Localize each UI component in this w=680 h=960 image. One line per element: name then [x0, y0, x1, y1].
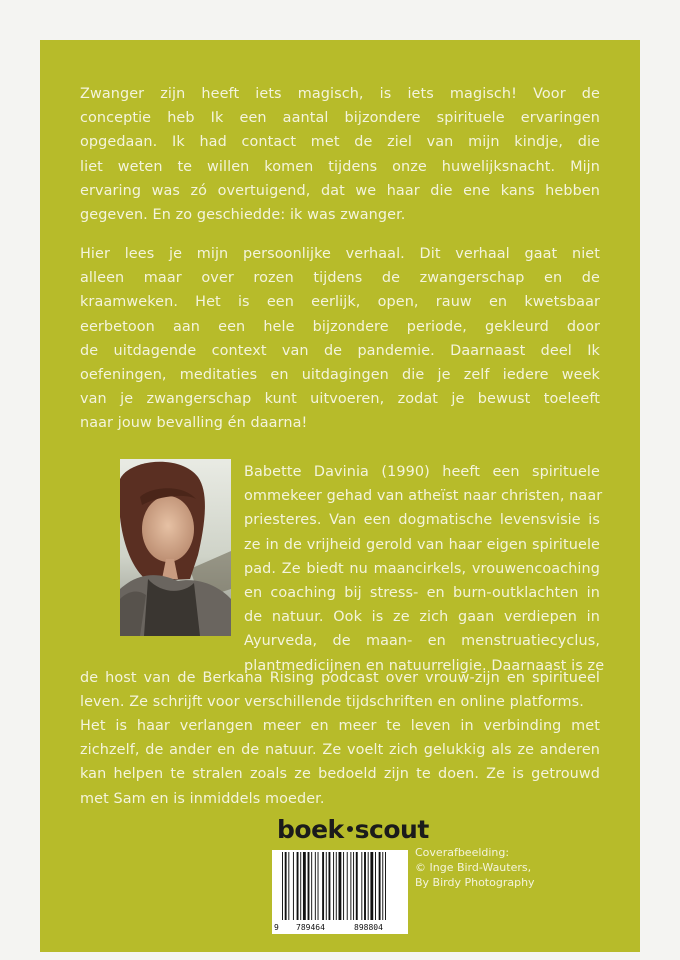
text-line: ommekeer gehad van atheïst naar christen, naar [244, 488, 603, 505]
text-line: opgedaan. Ik had contact met de ziel van mijn kindje, die [80, 134, 600, 151]
text-line: alleen maar over rozen tijdens de zwangerschap en de [80, 270, 600, 287]
text-line: kraamweken. Het is een eerlijk, open, rauw en kwetsbaar [80, 294, 600, 311]
text-line: de natuur. Ook is ze zich gaan verdiepen in [244, 609, 600, 626]
text-line: en coaching bij stress- en burn-outklachten in [244, 585, 600, 602]
text-line: met Sam en is inmiddels moeder. [80, 790, 325, 807]
text-line: liet weten te willen komen tijdens onze huwelijksnacht. Mijn [80, 158, 600, 175]
text-line: oefeningen, meditaties en uitdagingen die je zelf iedere week [80, 367, 600, 384]
text-line: zichzelf, de ander en de natuur. Ze voelt zich gelukkig als ze anderen [80, 742, 600, 759]
text-line: conceptie heb Ik een aantal bijzondere spirituele ervaringen [80, 110, 600, 127]
text-line: ervaring was zó overtuigend, dat we haar die ene kans hebben [80, 182, 600, 199]
text-line: leven. Ze schrijft voor verschillende tijdschriften en online platforms. [80, 694, 584, 711]
barcode-bars-icon [272, 850, 408, 934]
isbn-digits: 789464 [296, 923, 325, 932]
text-line: Het is haar verlangen meer en meer te leven in verbinding met [80, 718, 600, 734]
text-line: Babette Davinia (1990) heeft een spirituele [244, 464, 600, 480]
closing-paragraph [80, 714, 600, 811]
isbn-barcode [272, 850, 408, 934]
text-line: de uitdagende context van de pandemie. Daarnaast deel Ik [80, 342, 600, 359]
text-line: pad. Ze biedt nu maancirkels, vrouwencoaching [244, 560, 600, 577]
text-line: Ayurveda, de maan- en menstruatiecyclus, [244, 633, 600, 650]
text-line: de host van de Berkana Rising podcast over vrouw-zijn en spiritueel [80, 670, 600, 686]
publisher-logo: boek scout [277, 815, 429, 844]
credit-line: Coverafbeelding: [415, 846, 510, 859]
logo-dot-icon [347, 826, 353, 832]
credit-line: By Birdy Photography [415, 876, 535, 889]
text-line: eerbetoon aan een hele bijzondere periode, gekleurd door [80, 318, 600, 335]
text-line: van je zwangerschap kunt uitvoeren, zodat je bewust toeleeft [80, 391, 600, 408]
story-paragraph [80, 242, 600, 436]
isbn-digits: 9 [274, 923, 279, 932]
intro-paragraph [80, 82, 600, 227]
credit-line: © Inge Bird-Wauters, [415, 861, 532, 874]
text-line: gegeven. En zo geschiedde: ik was zwanger. [80, 207, 406, 224]
text-line: Hier lees je mijn persoonlijke verhaal. Dit verhaal gaat niet [80, 246, 600, 262]
text-line: naar jouw bevalling én daarna! [80, 415, 308, 432]
cover-credits [415, 845, 535, 890]
author-bio-full-width [80, 666, 600, 714]
isbn-digits: 898804 [354, 923, 383, 932]
author-bio-beside-photo [244, 460, 605, 678]
text-line: kan helpen te stralen zoals ze bedoeld zijn te doen. Ze is getrouwd [80, 766, 600, 783]
author-photo [120, 459, 231, 636]
text-line: ze in de vrijheid gerold van haar eigen spirituele [244, 536, 600, 553]
text-line: plantmedicijnen en natuurreligie. Daarnaast is ze [244, 657, 605, 674]
text-line: Zwanger zijn heeft iets magisch, is iets magisch! Voor de [80, 86, 600, 102]
text-line: priesteres. Van een dogmatische levensvisie is [244, 512, 600, 529]
